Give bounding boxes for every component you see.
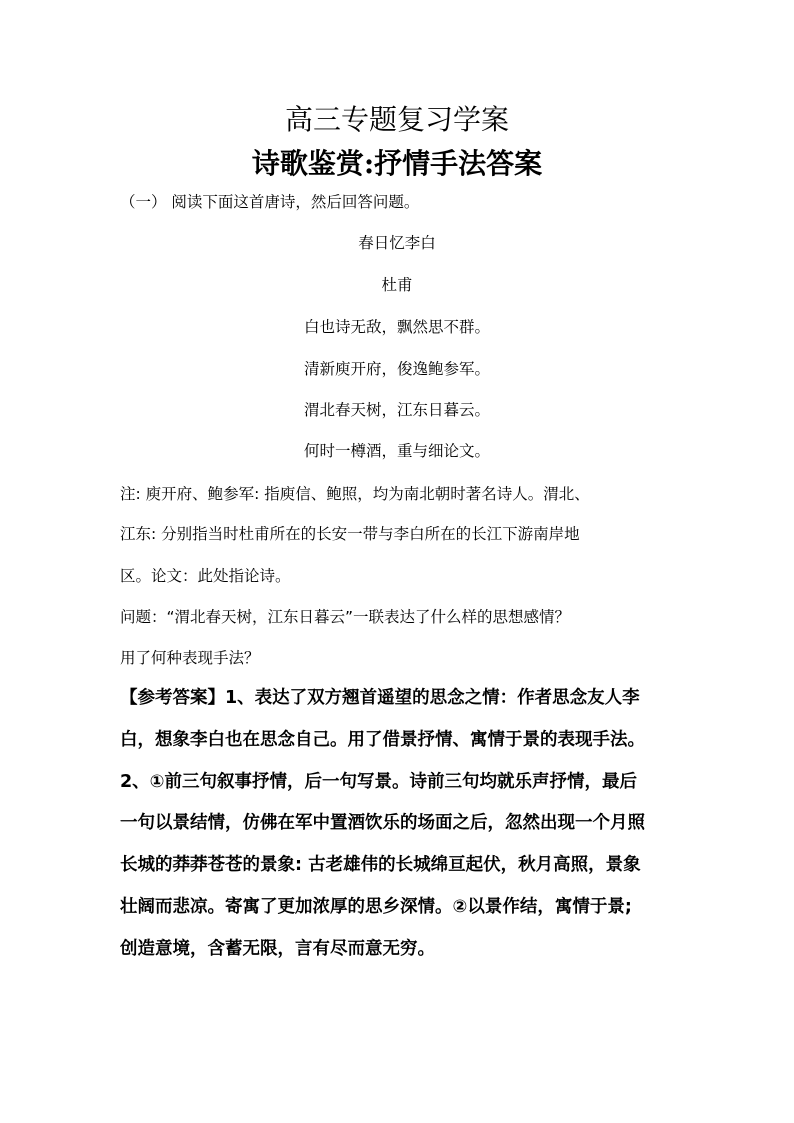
section-intro: （一） 阅读下面这首唐诗，然后回答问题。	[120, 193, 420, 211]
poem-line: 清新庾开府，俊逸鲍参军。	[303, 360, 490, 378]
note-line: 区。论文：此处指论诗。	[120, 567, 291, 585]
question-line: 问题：“渭北春天树，江东日暮云”一联表达了什么样的思想感情？	[120, 608, 571, 626]
page-subtitle: 诗歌鉴赏:抒情手法答案	[251, 147, 543, 180]
answer-line: 2、①前三句叙事抒情，后一句写景。诗前三句均就乐声抒情，最后	[120, 772, 637, 792]
note-line: 江东: 分别指当时杜甫所在的长安一带与李白所在的长江下游南岸地	[120, 525, 580, 543]
answer-line: 【参考答案】1、表达了双方翘首遥望的思念之情：作者思念友人李	[120, 688, 640, 708]
question-line: 用了何种表现手法？	[120, 649, 260, 667]
poem-author: 杜甫	[381, 276, 413, 294]
poem-line: 何时一樽酒，重与细论文。	[303, 442, 490, 460]
poem-line: 渭北春天树，江东日暮云。	[303, 401, 490, 419]
answer-line: 创造意境，含蓄无限，言有尽而意无穷。	[120, 939, 435, 959]
answer-line: 长城的莽莽苍苍的景象: 古老雄伟的长城绵亘起伏，秋月高照，景象	[120, 855, 641, 875]
page-title: 高三专题复习学案	[284, 103, 509, 136]
answer-line: 白，想象李白也在思念自己。用了借景抒情、寓情于景的表现手法。	[120, 730, 645, 750]
poem-line: 白也诗无敌，飘然思不群。	[303, 318, 490, 336]
note-line: 注: 庾开府、鲍参军: 指庾信、鲍照，均为南北朝时著名诗人。渭北、	[120, 485, 590, 503]
poem-title: 春日忆李白	[358, 234, 436, 252]
answer-line: 壮阔而悲凉。寄寓了更加浓厚的思乡深情。②以景作结，寓情于景;	[120, 897, 632, 917]
answer-line: 一句以景结情，仿佛在军中置酒饮乐的场面之后，忽然出现一个月照	[120, 813, 645, 833]
